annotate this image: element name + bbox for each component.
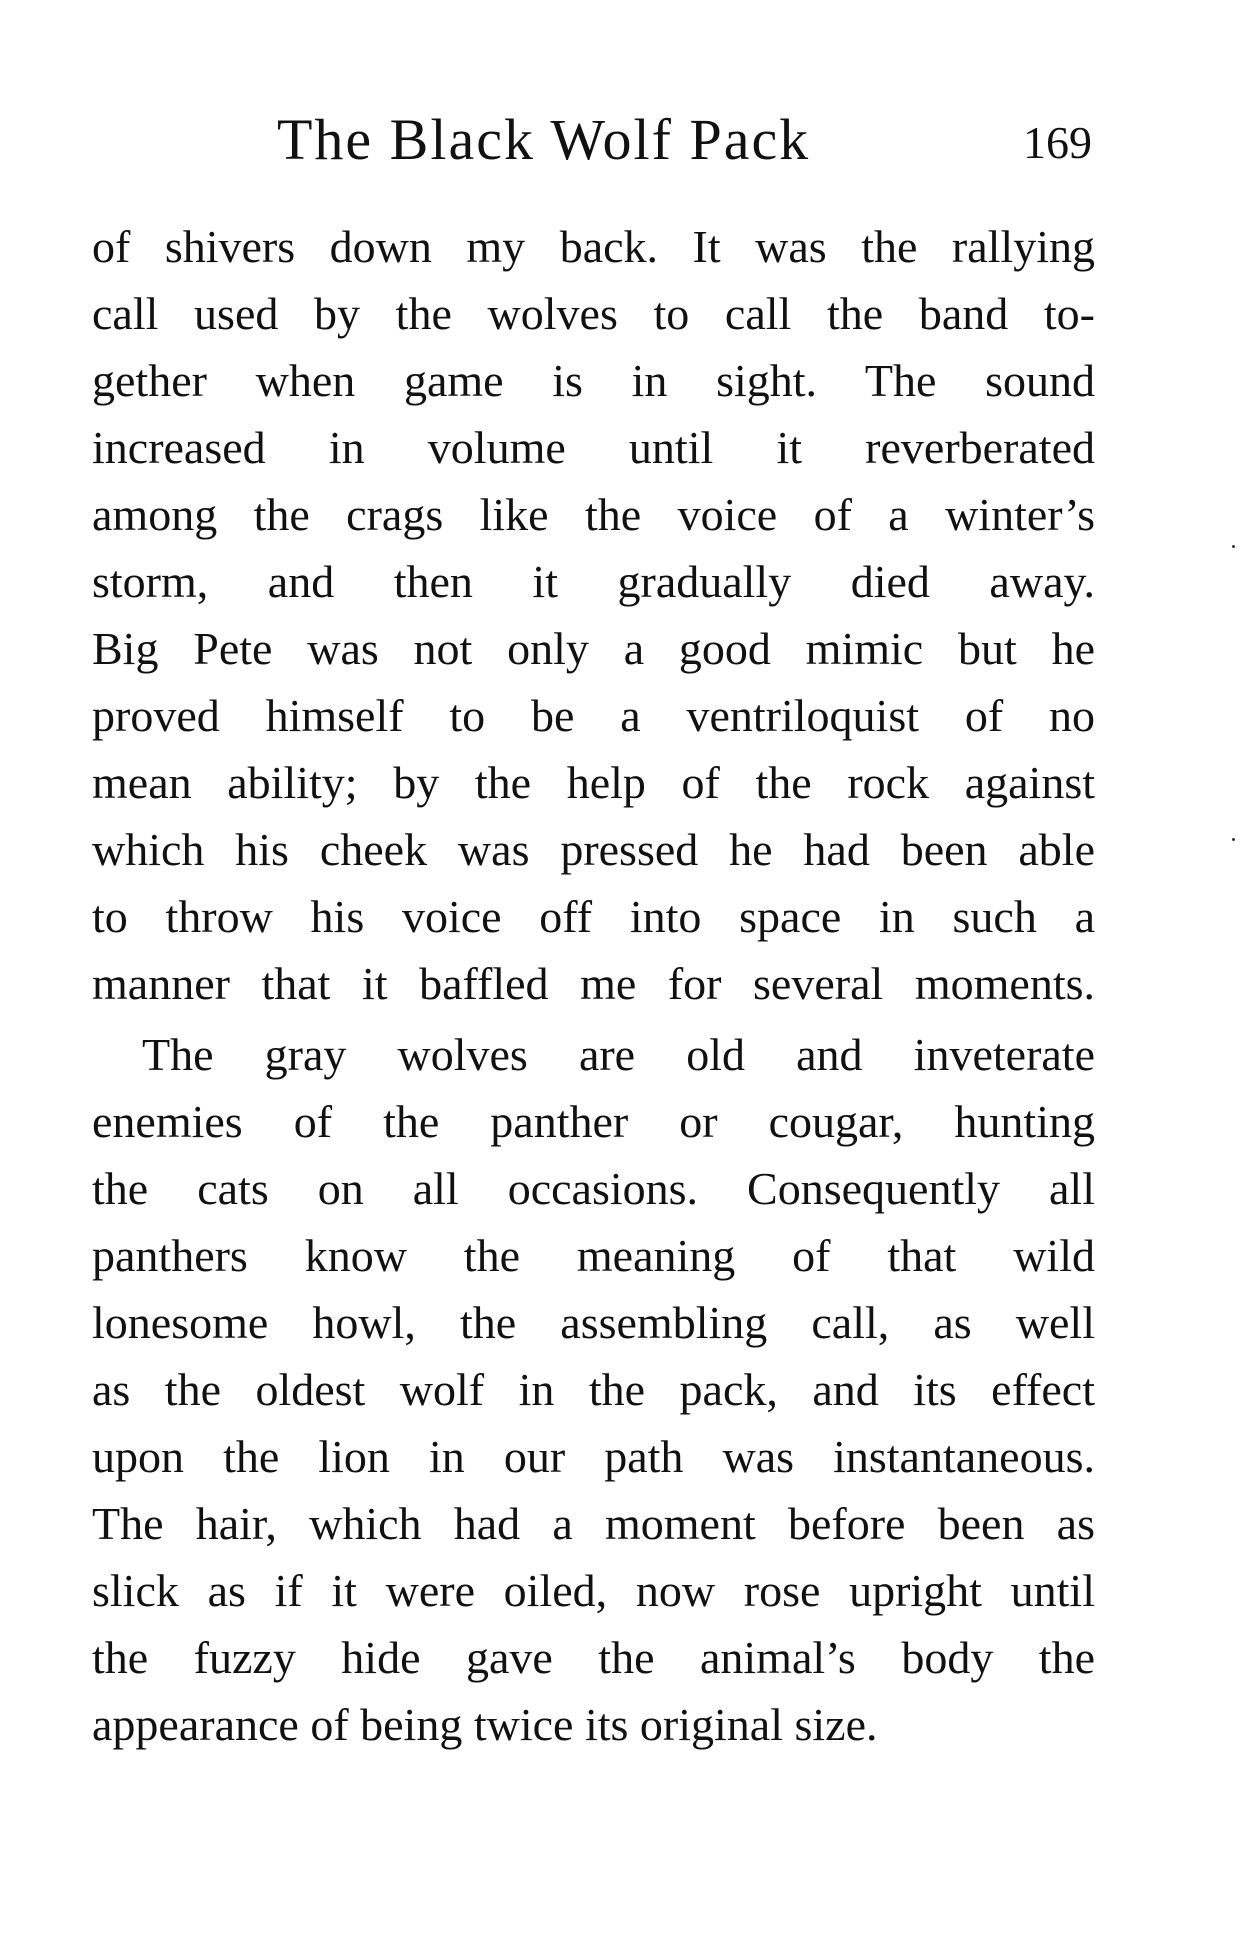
text-line: the cats on all occasions. Consequently all	[92, 1163, 1095, 1214]
text-line: increased in volume until it reverberated	[92, 422, 1095, 473]
text-line: call used by the wolves to call the band to-	[92, 288, 1095, 339]
scan-speck	[1232, 838, 1235, 841]
text-line: lonesome howl, the assembling call, as well	[92, 1297, 1095, 1348]
scan-speck	[1232, 545, 1235, 548]
text-line: slick as if it were oiled, now rose upright until	[92, 1565, 1095, 1616]
text-line: proved himself to be a ventriloquist of no	[92, 690, 1095, 741]
text-line: Big Pete was not only a good mimic but he	[92, 623, 1095, 674]
paragraph	[92, 1021, 1095, 1758]
text-line: mean ability; by the help of the rock against	[92, 757, 1095, 808]
text-line: of shivers down my back. It was the rallying	[92, 221, 1095, 272]
text-line: to throw his voice off into space in such a	[92, 891, 1095, 942]
text-line: panthers know the meaning of that wild	[92, 1230, 1095, 1281]
text-line: enemies of the panther or cougar, hunting	[92, 1096, 1095, 1147]
text-line: as the oldest wolf in the pack, and its effect	[92, 1364, 1095, 1415]
text-line: which his cheek was pressed he had been able	[92, 824, 1095, 875]
text-line: upon the lion in our path was instantaneous.	[92, 1431, 1095, 1482]
text-line: gether when game is in sight. The sound	[92, 355, 1095, 406]
paragraph	[92, 213, 1095, 1017]
text-line: the fuzzy hide gave the animal’s body the	[92, 1632, 1095, 1683]
body-text	[92, 213, 1095, 1758]
running-head	[92, 100, 1092, 180]
page-number: 169	[1023, 117, 1092, 168]
text-line: manner that it baffled me for several moments.	[92, 958, 1095, 1009]
text-line: among the crags like the voice of a winter’s	[92, 489, 1095, 540]
running-title: The Black Wolf Pack	[277, 107, 811, 172]
text-line: The gray wolves are old and inveterate	[142, 1029, 1095, 1080]
text-line: storm, and then it gradually died away.	[92, 556, 1095, 607]
text-line: appearance of being twice its original size.	[92, 1699, 878, 1750]
text-line: The hair, which had a moment before been as	[92, 1498, 1095, 1549]
